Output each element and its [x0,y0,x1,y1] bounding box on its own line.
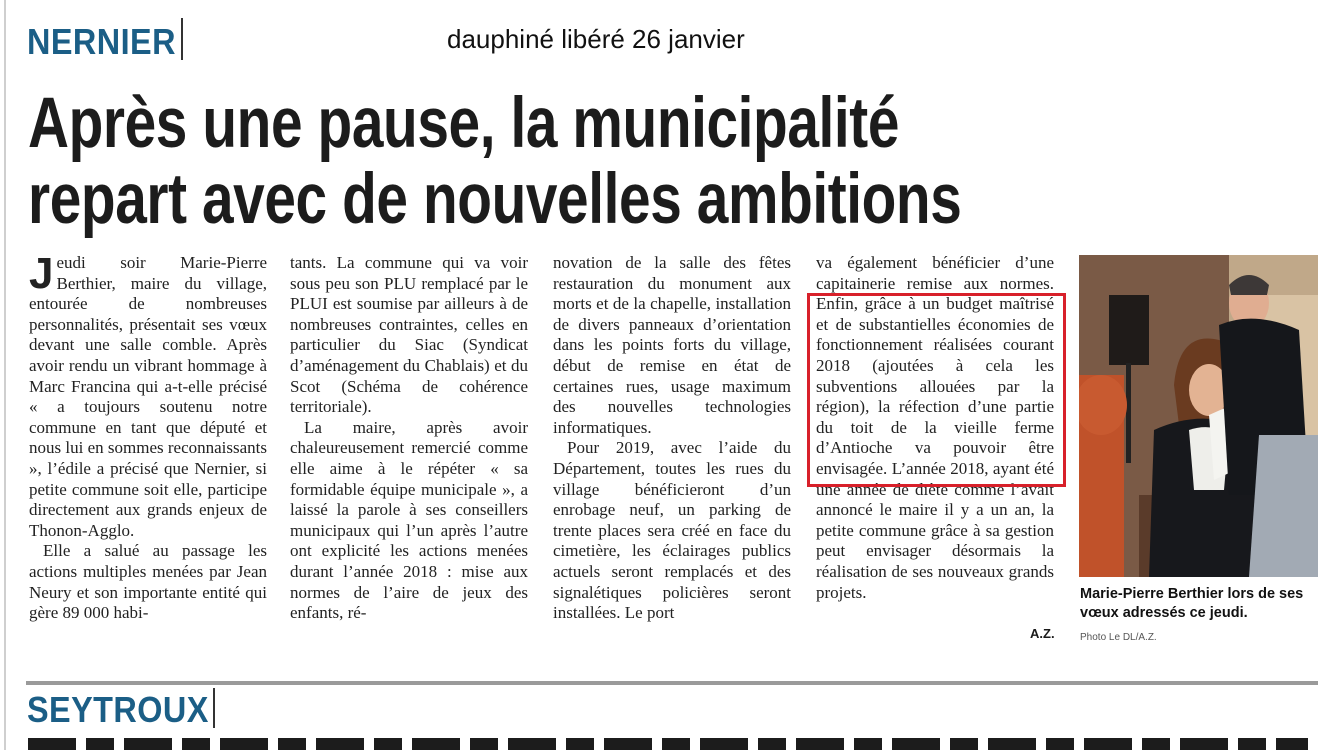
paragraph: Elle a salué au passage les actions multiples menées par Jean Neury et son importante entité qui gère 89 000 habi- [29,541,267,623]
section-tag-bar [213,688,215,728]
section-tag-bar [181,18,183,60]
author-signature: A.Z. [1030,626,1055,641]
paragraph: La maire, après avoir chaleureusement remercié comme elle aime à le répéter « sa formidable équipe municipale », a laissé la parole à ses conseillers municipaux qui l’un après l’autre ont explicité les actions menées durant l’année 2018 : mise aux normes de l’aire de jeux des enfants, ré- [290,417,528,623]
photo-credit: Photo Le DL/A.Z. [1080,632,1157,643]
photo-illustration [1079,255,1318,577]
article-column-2 [290,253,528,624]
paragraph: novation de la salle des fêtes restauration du monument aux morts et de la chapelle, installation de divers panneaux d’orientation dans les points forts du village, début de remise en état de certaines rues, usage maximum des nouvelles technologies informatiques. [553,253,791,437]
section-tag-nernier: NERNIER [27,21,176,62]
dropcap: J [29,249,54,298]
article-photo [1079,255,1318,577]
photo-caption: Marie-Pierre Berthier lors de ses vœux adressés ce jeudi. [1080,586,1304,621]
paragraph: va également bénéficier d’une capitainerie remise aux normes. Enfin, grâce à un budget maîtrisé et de substantielles économies de fonctionnement réalisées courant 2018 (ajoutées à cela les subventions allouées par la région), la réfection d’une partie du toit de la vieille ferme d’Antioche va pouvoir être envisagée. L’année 2018, ayant été une année de diète comme l’avait annoncé le maire il y a un an, la petite commune grâce à sa gestion peut envisager désormais la réalisation de ses nouveaux grands projets. [816,253,1054,602]
paragraph: Jeudi soir Marie-Pierre Berthier, maire du village, entourée de nombreuses personnalités, présentait ses vœux devant une salle comble. Après avoir rendu un vibrant hommage à Marc Francina qui a-t-elle précisé « a toujours soutenu notre commune en tant que député et nous lui en sommes reconnaissants », l’édile a précisé que Nernier, si petite commune soit elle, participe directement aux grands enjeux de Thonon-Agglo. [29,249,267,540]
page-left-edge [4,0,6,750]
highlight-box [807,293,1066,487]
source-note: dauphiné libéré 26 janvier [447,24,745,54]
headline-line-1: Après une pause, la municipalité [28,84,900,163]
paragraph: tants. La commune qui va voir sous peu son PLU remplacé par le PLUI est soumise par ailleurs à de nombreuses contraintes, celles en particulier du Siac (Syndicat d’aménagement du Chablais) et du Scot (Schéma de cohérence territoriale). [290,253,528,417]
article-column-3 [553,253,791,624]
next-headline-fragment [28,738,1308,750]
headline-line-2: repart avec de nouvelles ambitions [28,160,962,239]
paragraph: Pour 2019, avec l’aide du Département, toutes les rues du village bénéficieront d’un enrobage neuf, un parking de trente places sera créé en face du cimetière, les éclairages publics actuels seront remplacés et des signalétiques policières seront installées. Le port [553,438,791,623]
article-column-1 [29,249,267,624]
section-divider [26,681,1318,685]
section-tag-seytroux: SEYTROUX [27,689,209,730]
